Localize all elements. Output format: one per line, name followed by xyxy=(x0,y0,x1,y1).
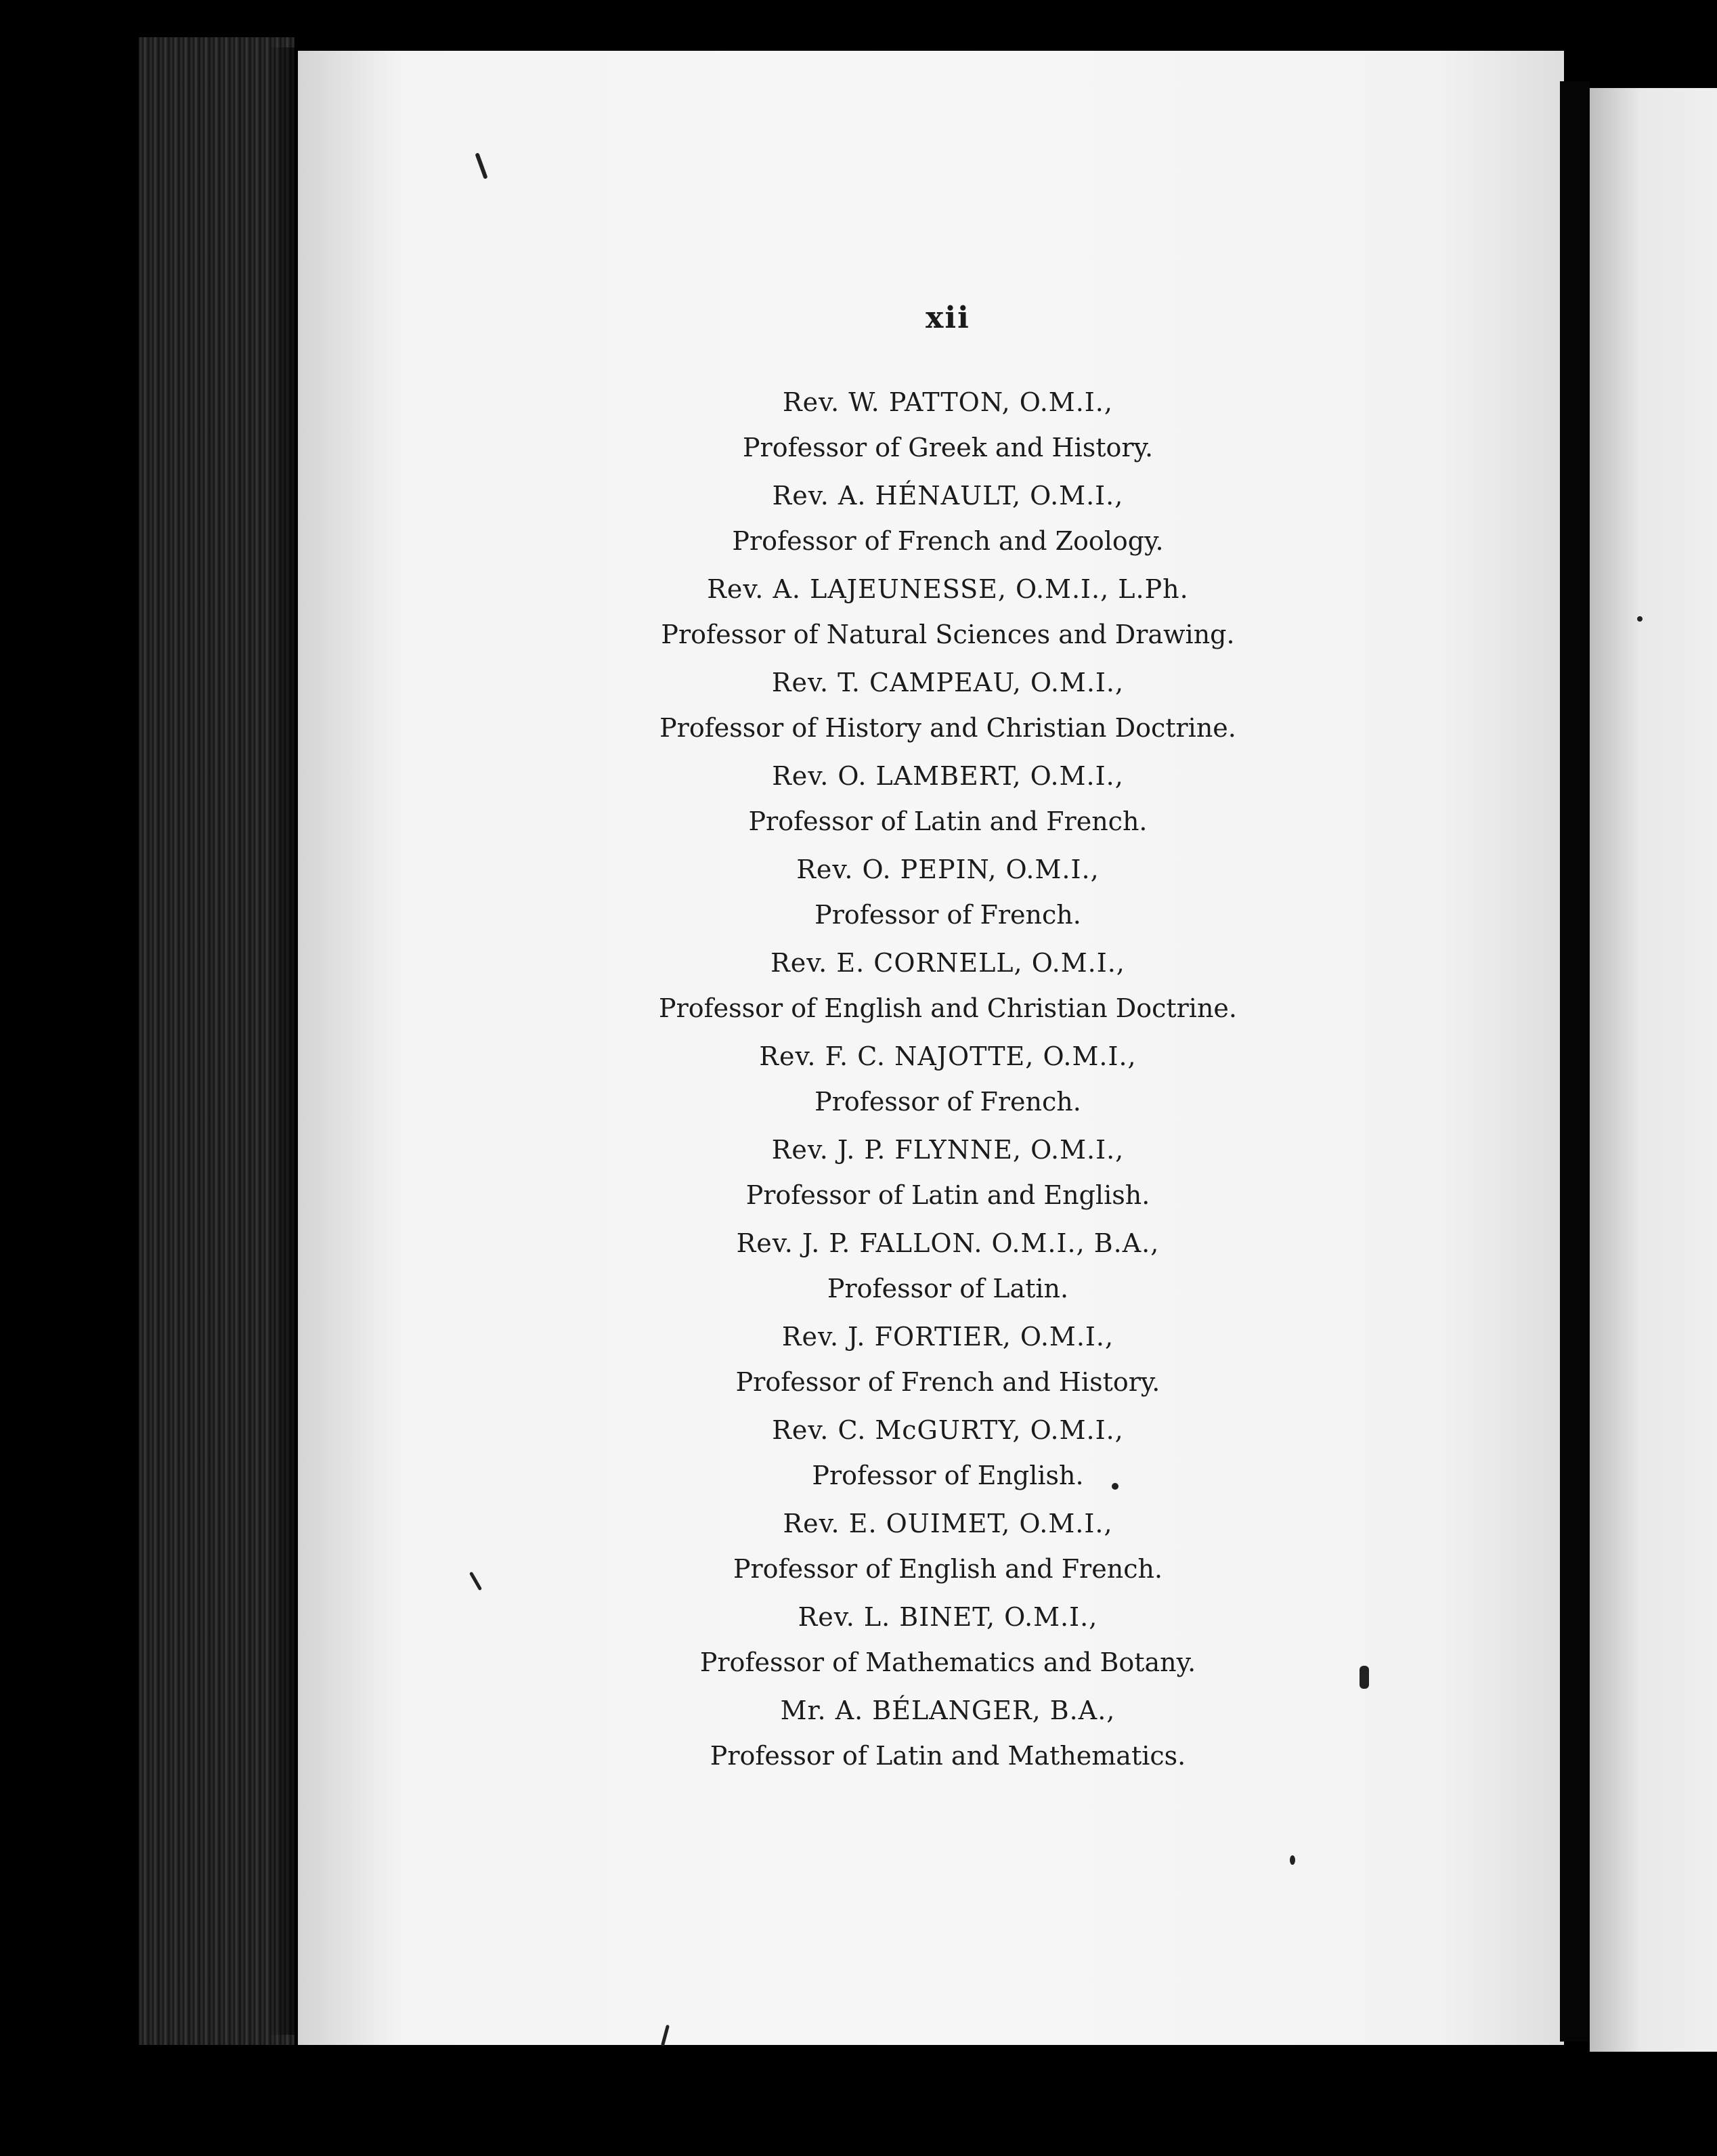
faculty-name: W. PATTON, O.M.I., xyxy=(848,387,1113,417)
faculty-name: E. CORNELL, O.M.I., xyxy=(836,948,1125,978)
faculty-title: Rev. xyxy=(783,387,840,417)
faculty-name-line xyxy=(609,940,1286,986)
faculty-name: J. P. FLYNNE, O.M.I., xyxy=(837,1135,1125,1165)
faculty-role: Professor of Mathematics and Botany. xyxy=(699,1647,1196,1677)
faculty-name-line xyxy=(609,660,1286,706)
faculty-name: A. LAJEUNESSE, O.M.I., L.Ph. xyxy=(773,574,1189,604)
faculty-title: Rev. xyxy=(759,1041,817,1071)
faculty-name-line xyxy=(609,1314,1286,1360)
faculty-entry xyxy=(609,1407,1286,1498)
faculty-role: Professor of Latin and Mathematics. xyxy=(710,1741,1186,1771)
faculty-role: Professor of Natural Sciences and Drawing. xyxy=(661,620,1235,649)
faculty-list xyxy=(609,379,1286,1778)
faculty-entry xyxy=(609,1594,1286,1685)
faculty-entry xyxy=(609,1127,1286,1217)
faculty-name-line xyxy=(609,1220,1286,1266)
faculty-name-line xyxy=(609,473,1286,519)
faculty-entry xyxy=(609,1687,1286,1778)
faculty-name: L. BINET, O.M.I., xyxy=(863,1602,1098,1632)
faculty-entry xyxy=(609,753,1286,844)
faculty-title: Rev. xyxy=(707,574,764,604)
faculty-name-line xyxy=(609,1687,1286,1733)
faculty-name-line xyxy=(609,1033,1286,1079)
faculty-role: Professor of Latin and English. xyxy=(745,1180,1150,1210)
faculty-role: Professor of Latin and French. xyxy=(748,806,1148,836)
faculty-name: E. OUIMET, O.M.I., xyxy=(848,1509,1113,1538)
faculty-name: J. FORTIER, O.M.I., xyxy=(848,1322,1114,1352)
faculty-role: Professor of Latin. xyxy=(827,1274,1069,1303)
faculty-role: Professor of French. xyxy=(814,1087,1081,1117)
faculty-name: A. BÉLANGER, B.A., xyxy=(835,1696,1116,1725)
faculty-entry xyxy=(609,1220,1286,1311)
faculty-name: C. McGURTY, O.M.I., xyxy=(838,1415,1124,1445)
faculty-entry xyxy=(609,940,1286,1031)
faculty-list-page xyxy=(609,298,1286,1781)
faculty-title: Rev. xyxy=(781,1322,840,1352)
faculty-entry xyxy=(609,660,1286,750)
faculty-name-line xyxy=(609,1127,1286,1173)
book-edge-shadow xyxy=(267,47,295,2035)
faculty-title: Rev. xyxy=(770,948,828,978)
faculty-title: Rev. xyxy=(772,761,829,791)
faculty-name: T. CAMPEAU, O.M.I., xyxy=(838,668,1125,697)
faculty-title: Rev. xyxy=(771,668,829,697)
faculty-name-line xyxy=(609,846,1286,892)
scan-speck xyxy=(1290,1855,1295,1865)
faculty-title: Rev. xyxy=(772,481,829,511)
faculty-role: Professor of English and French. xyxy=(733,1554,1163,1584)
faculty-name: A. HÉNAULT, O.M.I., xyxy=(838,481,1124,511)
faculty-name: O. PEPIN, O.M.I., xyxy=(862,855,1100,884)
faculty-role: Professor of French and Zoology. xyxy=(732,526,1164,556)
book-gutter xyxy=(1560,81,1590,2042)
faculty-name: J. P. FALLON. O.M.I., B.A., xyxy=(802,1228,1160,1258)
faculty-entry xyxy=(609,566,1286,657)
faculty-title: Rev. xyxy=(783,1509,840,1538)
scan-speck xyxy=(1637,616,1643,622)
faculty-entry xyxy=(609,379,1286,470)
faculty-name-line xyxy=(609,379,1286,425)
page-number: xii xyxy=(926,301,970,335)
faculty-entry xyxy=(609,1033,1286,1124)
faculty-title: Rev. xyxy=(771,1135,829,1165)
faculty-title: Rev. xyxy=(796,855,854,884)
faculty-title: Mr. xyxy=(780,1696,827,1725)
faculty-title: Rev. xyxy=(798,1602,855,1632)
scan-speck xyxy=(1360,1666,1369,1689)
faculty-name: F. C. NAJOTTE, O.M.I., xyxy=(825,1041,1137,1071)
faculty-entry xyxy=(609,473,1286,563)
faculty-name-line xyxy=(609,1501,1286,1547)
faculty-role: Professor of Greek and History. xyxy=(742,433,1154,462)
faculty-role: Professor of English and Christian Doctrine. xyxy=(659,993,1237,1023)
faculty-role: Professor of French and History. xyxy=(735,1367,1160,1397)
faculty-title: Rev. xyxy=(736,1228,794,1258)
faculty-entry xyxy=(609,846,1286,937)
faculty-name: O. LAMBERT, O.M.I., xyxy=(838,761,1124,791)
facing-page-edge xyxy=(1590,88,1717,2052)
faculty-role: Professor of English. xyxy=(812,1461,1084,1490)
faculty-name-line xyxy=(609,1594,1286,1640)
faculty-role: Professor of French. xyxy=(814,900,1081,930)
faculty-name-line xyxy=(609,753,1286,799)
faculty-role: Professor of History and Christian Doctrine. xyxy=(659,713,1236,743)
faculty-entry xyxy=(609,1314,1286,1404)
faculty-entry xyxy=(609,1501,1286,1591)
faculty-title: Rev. xyxy=(772,1415,829,1445)
faculty-name-line xyxy=(609,1407,1286,1453)
scan-speck xyxy=(1112,1483,1118,1490)
faculty-name-line xyxy=(609,566,1286,612)
